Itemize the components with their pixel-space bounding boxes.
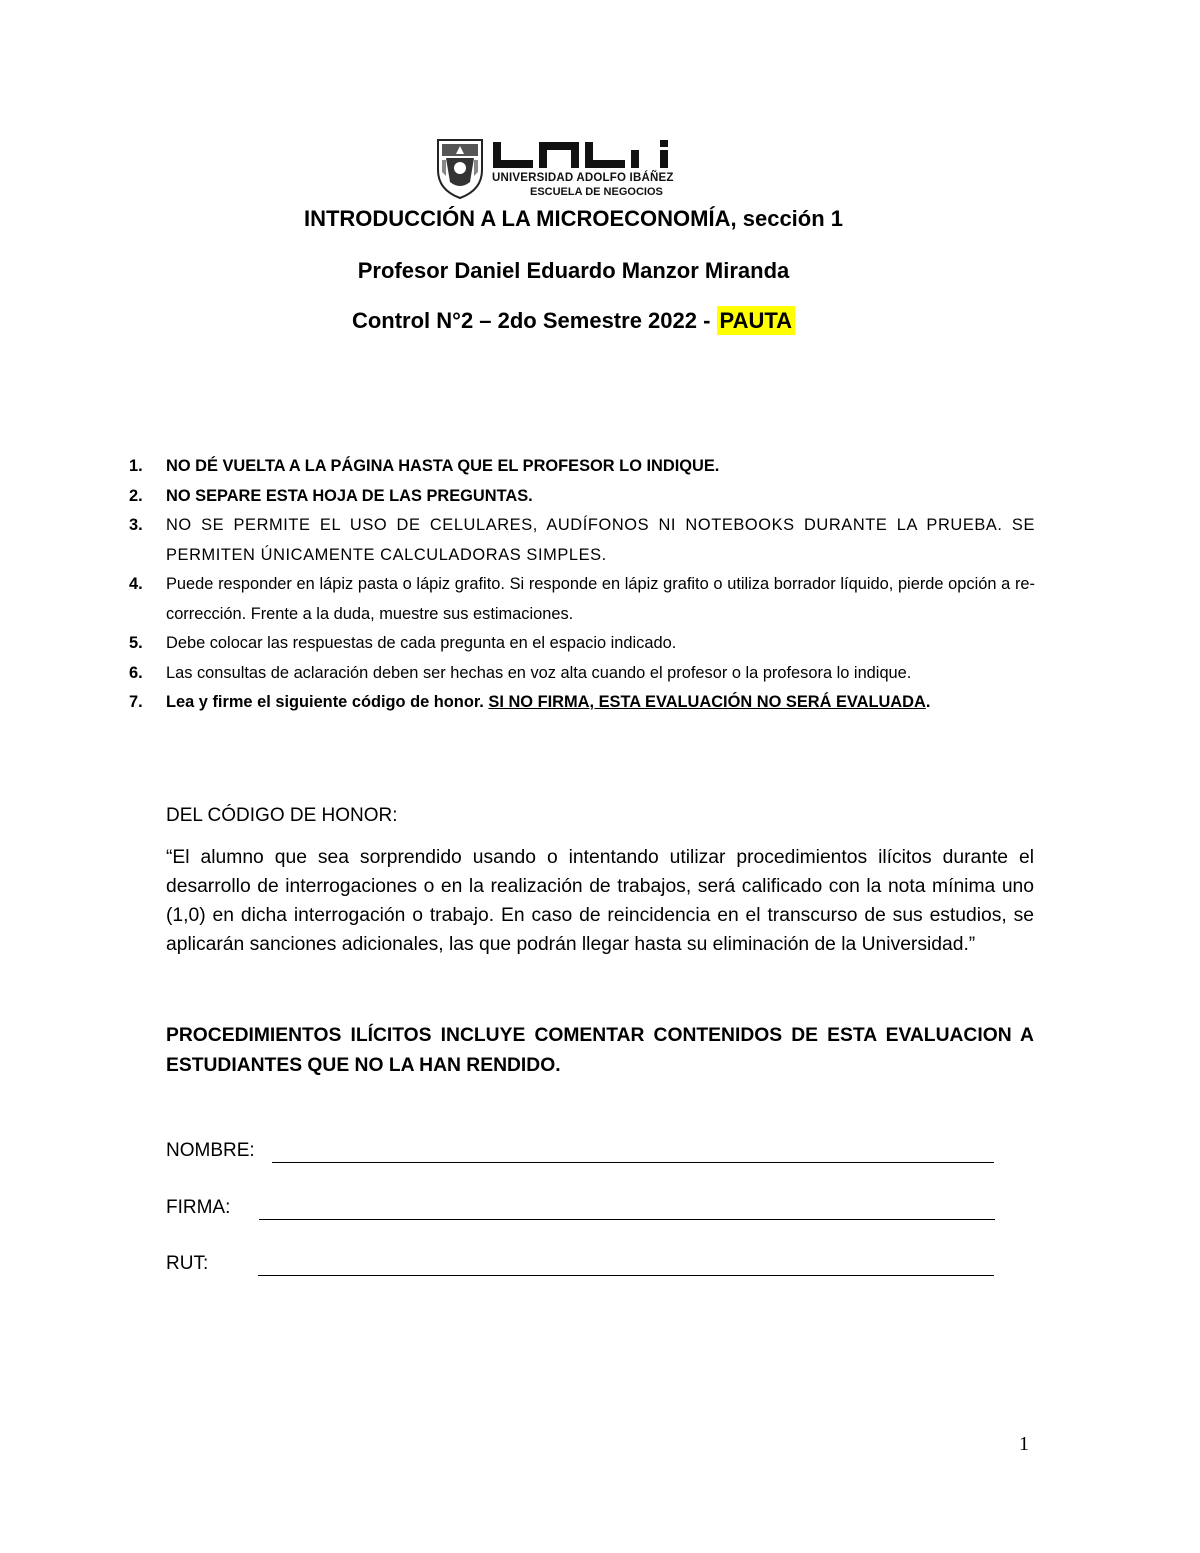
institution-name: UNIVERSIDAD ADOLFO IBÁÑEZ (492, 172, 674, 184)
item-text: NO SE PERMITE EL USO DE CELULARES, AUDÍFONOS NI NOTEBOOKS DURANTE LA PRUEBA. SE PERMITEN ÚNICAMENTE CALCULADORAS SIMPLES. (166, 516, 1035, 564)
signature-label: FIRMA: (166, 1197, 231, 1218)
list-item (129, 482, 1035, 512)
item-number: 3. (129, 516, 143, 534)
item-number: 2. (129, 486, 143, 505)
pauta-badge: PAUTA (717, 306, 796, 335)
signature-line[interactable] (259, 1219, 995, 1220)
item-text: Puede responder en lápiz pasta o lápiz grafito. Si responde en lápiz grafito o utiliza borrador líquido, pierde opción a re-corrección. Frente a la duda, muestre sus estimaciones. (166, 575, 1035, 623)
item-text: NO SEPARE ESTA HOJA DE LAS PREGUNTAS. (166, 486, 533, 505)
item-text (166, 688, 1035, 718)
crest-icon (438, 140, 482, 198)
rut-line[interactable] (258, 1275, 994, 1276)
course-name: INTRODUCCIÓN A LA MICROECONOMÍA, (303, 206, 737, 231)
course-title (0, 206, 1147, 232)
name-label: NOMBRE: (166, 1140, 255, 1161)
item-text: Debe colocar las respuestas de cada pregunta en el espacio indicado. (166, 634, 677, 652)
honor-warning: SI NO FIRMA, ESTA EVALUACIÓN NO SERÁ EVALUADA (488, 693, 926, 711)
item-number: 7. (129, 693, 143, 711)
item-text-end: . (925, 693, 931, 711)
item-number: 6. (129, 663, 143, 682)
professor-name: Profesor Daniel Eduardo Manzor Miranda (357, 258, 790, 283)
school-name: ESCUELA DE NEGOCIOS (530, 186, 663, 198)
honor-code-heading: DEL CÓDIGO DE HONOR: (166, 805, 398, 826)
signature-field[interactable] (166, 1197, 230, 1219)
list-item (129, 511, 1035, 570)
item-text-main: Lea y firme el siguiente código de honor. (166, 693, 489, 711)
list-item (129, 688, 1035, 718)
rut-label: RUT: (166, 1253, 209, 1274)
item-number: 4. (129, 575, 143, 593)
list-item (129, 452, 1035, 482)
name-line[interactable] (272, 1162, 994, 1163)
control-label: Control N°2 – 2do Semestre 2022 - (351, 308, 717, 333)
course-section: sección 1 (736, 206, 844, 231)
item-number: 1. (129, 457, 143, 475)
list-item (129, 659, 1035, 689)
university-logo (436, 136, 672, 200)
item-number: 5. (129, 634, 143, 652)
item-text: Las consultas de aclaración deben ser hechas en voz alta cuando el profesor o la profesora lo indique. (166, 663, 912, 682)
name-field[interactable] (166, 1140, 255, 1162)
control-title (0, 308, 1147, 334)
list-item (129, 629, 1035, 659)
instructions-list (129, 452, 1035, 718)
honor-code-text: “El alumno que sea sorprendido usando o intentando utilizar procedimientos ilícitos durante el desarrollo de interrogaciones o en la realización de trabajos, será calificado con la nota mínima uno (1,0) en dicha interrogación o trabajo. En caso de reincidencia en el transcurso de sus estudios, se aplicarán sanciones adicionales, las que podrán llegar hasta su eliminación de la Universidad.” (166, 847, 1034, 955)
item-text: NO DÉ VUELTA A LA PÁGINA HASTA QUE EL PROFESOR LO INDIQUE. (166, 457, 720, 475)
rut-field[interactable] (166, 1253, 208, 1275)
list-item (129, 570, 1035, 629)
procedures-warning: PROCEDIMIENTOS ILÍCITOS INCLUYE COMENTAR CONTENIDOS DE ESTA EVALUACION A ESTUDIANTES QUE NO LA HAN RENDIDO. (166, 1025, 1034, 1076)
page-number: 1 (1019, 1433, 1029, 1455)
